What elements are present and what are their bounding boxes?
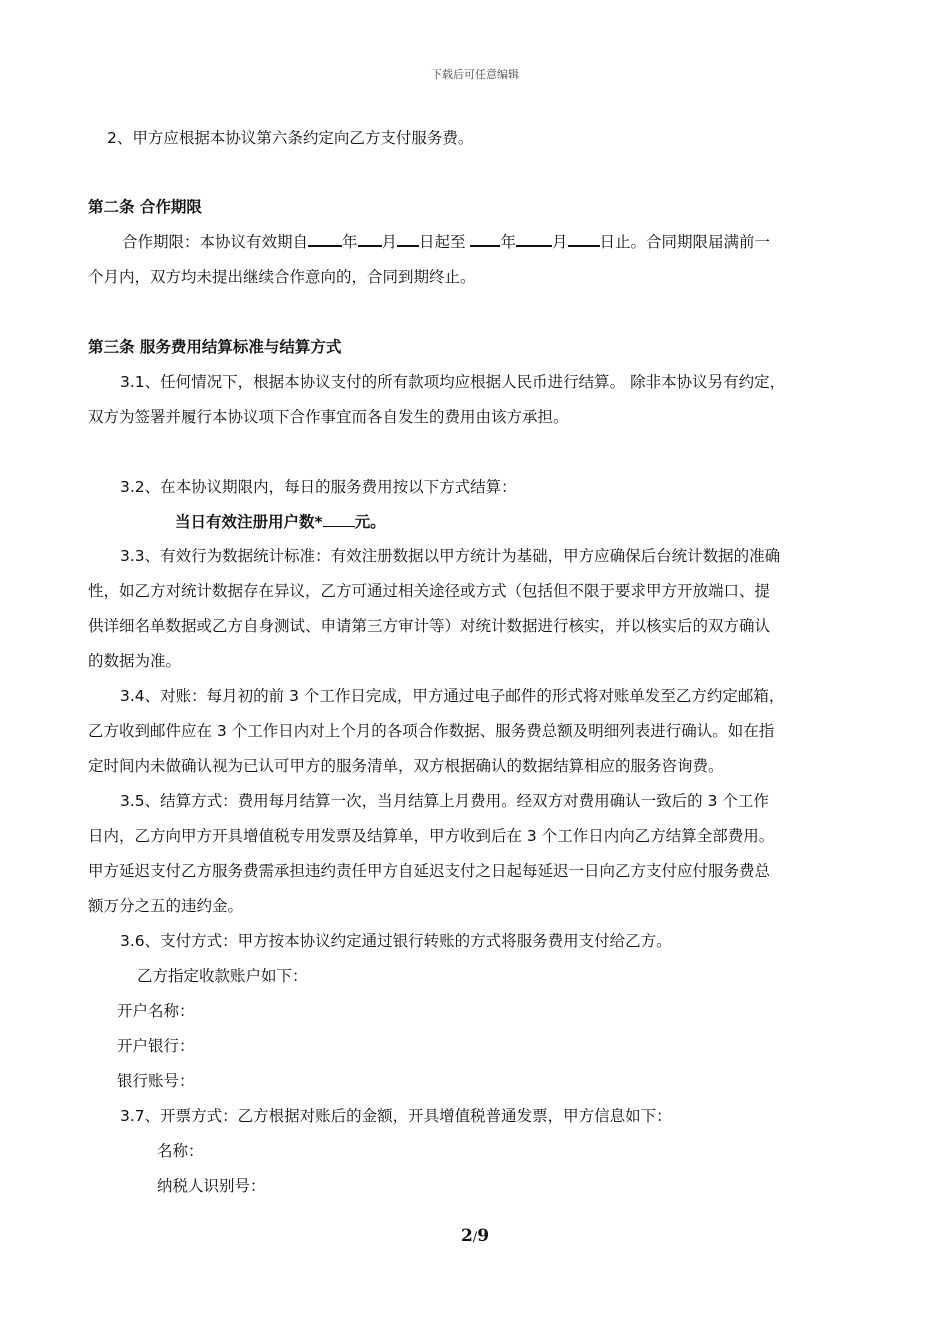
term-text-end-year: 年	[500, 233, 516, 251]
term-text-start: 合作期限：本协议有效期自	[122, 233, 309, 251]
end-day-blank	[568, 231, 600, 247]
page-number	[0, 1226, 950, 1246]
account-name-label: 开户名称：	[117, 1002, 195, 1020]
month-blank	[358, 231, 382, 247]
clause-3-5-line-3: 甲方延迟支付乙方服务费需承担违约责任甲方自延迟支付之日起每延迟一日向乙方支付应付服务费总	[88, 862, 771, 880]
term-text-year: 年	[342, 233, 358, 251]
term-text-end-month: 月	[552, 233, 568, 251]
clause-3-6: 3.6、支付方式：甲方按本协议约定通过银行转账的方式将服务费用支付给乙方。	[120, 932, 672, 950]
term-text-end: 日止。合同期限届满前一	[599, 233, 771, 251]
clause-3-1-line-1: 3.1、任何情况下，根据本协议支付的所有款项均应根据人民币进行结算。 除非本协议另有约定，	[120, 373, 786, 391]
year-blank	[308, 231, 342, 247]
day-blank	[397, 231, 419, 247]
current-page: 2	[460, 1226, 473, 1246]
article-2-title: 第二条 合作期限	[88, 198, 202, 216]
term-text-month: 月	[381, 233, 398, 251]
end-month-blank	[516, 231, 552, 247]
clause-3-7: 3.7、开票方式：乙方根据对账后的金额，开具增值税普通发票，甲方信息如下：	[120, 1107, 672, 1125]
account-intro: 乙方指定收款账户如下：	[137, 967, 308, 985]
invoice-name-label: 名称：	[157, 1142, 204, 1160]
clause-3-2: 3.2、在本协议期限内，每日的服务费用按以下方式结算：	[120, 478, 517, 496]
fee-formula	[175, 511, 386, 533]
fee-amount-blank	[323, 512, 355, 527]
account-number-label: 银行账号：	[117, 1072, 195, 1090]
clause-3-4-line-3: 定时间内未做确认视为已认可甲方的服务清单，双方根据确认的数据结算相应的服务咨询费。	[88, 757, 724, 775]
clause-1-item-2: 2、甲方应根据本协议第六条约定向乙方支付服务费。	[107, 129, 474, 147]
total-pages: 9	[477, 1226, 490, 1246]
end-year-blank	[470, 231, 500, 247]
clause-3-1-line-2: 双方为签署并履行本协议项下合作事宜而各自发生的费用由该方承担。	[88, 408, 569, 426]
invoice-taxid-label: 纳税人识别号：	[157, 1177, 266, 1195]
clause-3-4-line-2: 乙方收到邮件应在 3 个工作日内对上个月的各项合作数据、服务费总额及明细列表进行确认。如在指	[88, 722, 775, 740]
page-separator: /	[472, 1230, 478, 1245]
term-text-day: 日起至	[419, 233, 471, 251]
article-2-term-line-2: 个月内，双方均未提出继续合作意向的，合同到期终止。	[88, 268, 476, 286]
clause-3-3-line-2: 性，如乙方对统计数据存在异议，乙方可通过相关途径或方式（包括但不限于要求甲方开放端口、提	[88, 582, 771, 600]
clause-3-4-line-1: 3.4、对账：每月初的前 3 个工作日完成，甲方通过电子邮件的形式将对账单发至乙方约定邮箱，	[120, 687, 785, 705]
clause-3-3-line-3: 供详细名单数据或乙方自身测试、申请第三方审计等）对统计数据进行核实，并以核实后的双方确认	[88, 617, 771, 635]
header-note: 下载后可任意编辑	[431, 68, 519, 81]
article-2-term-line-1	[122, 231, 770, 253]
clause-3-5-line-4: 额万分之五的违约金。	[88, 897, 244, 915]
clause-3-3-line-4: 的数据为准。	[88, 652, 182, 670]
article-3-title: 第三条 服务费用结算标准与结算方式	[88, 338, 342, 356]
fee-formula-unit: 元。	[354, 513, 386, 531]
fee-formula-text: 当日有效注册用户数*	[175, 513, 323, 531]
clause-3-3-line-1: 3.3、有效行为数据统计标准：有效注册数据以甲方统计为基础，甲方应确保后台统计数据的准确	[120, 547, 781, 565]
clause-3-5-line-2: 日内，乙方向甲方开具增值税专用发票及结算单，甲方收到后在 3 个工作日内向乙方结算全部费用。	[88, 827, 775, 845]
clause-3-5-line-1: 3.5、结算方式：费用每月结算一次，当月结算上月费用。经双方对费用确认一致后的 3 个工作	[120, 792, 769, 810]
account-bank-label: 开户银行：	[117, 1037, 195, 1055]
